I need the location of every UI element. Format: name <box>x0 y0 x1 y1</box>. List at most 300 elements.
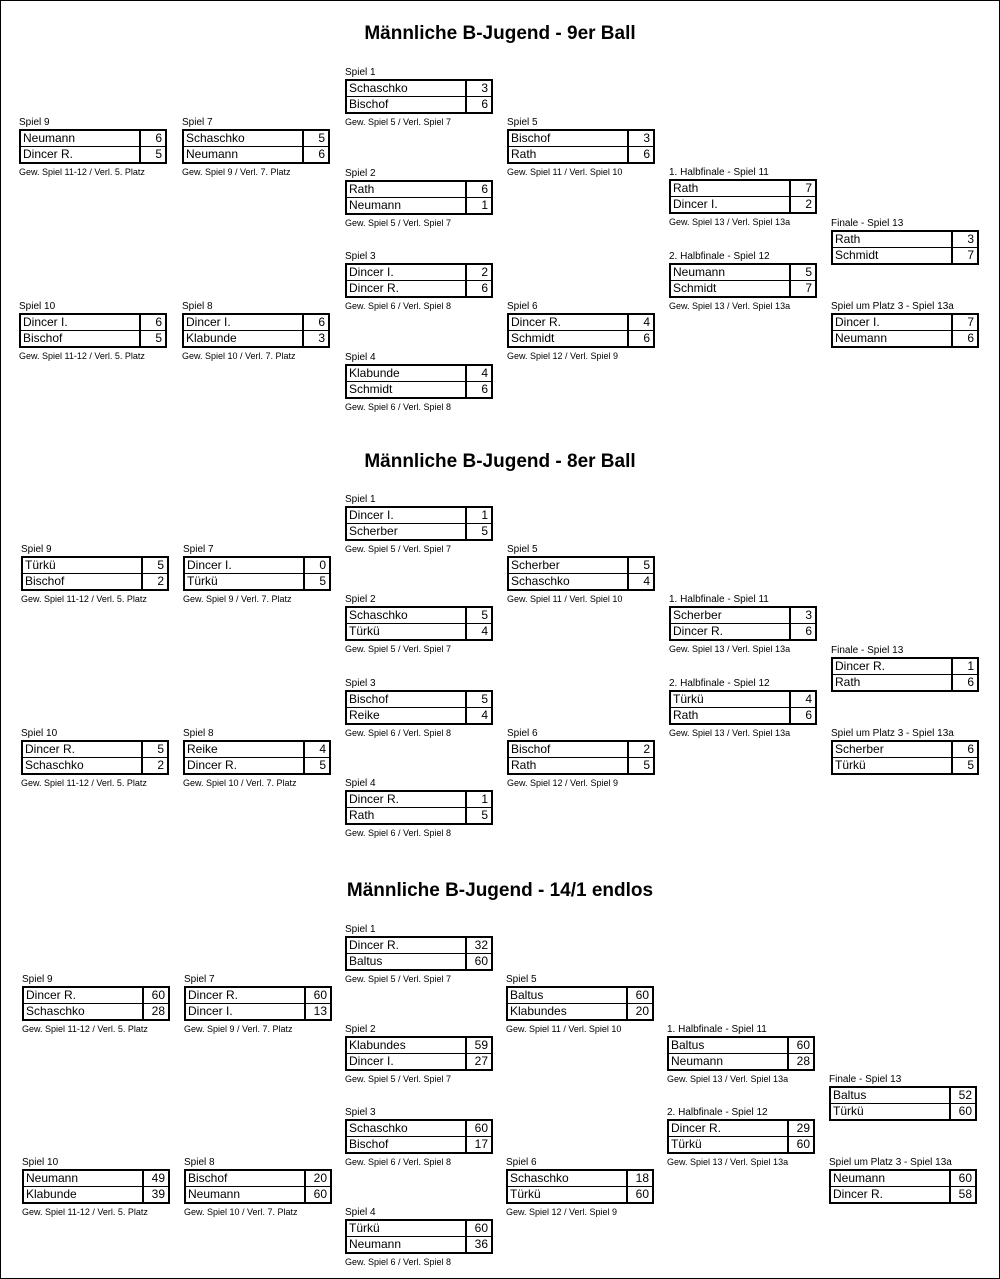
match-card <box>345 352 493 413</box>
player-name: Schmidt <box>835 248 879 262</box>
player-row <box>671 196 815 212</box>
match-label: Spiel 2 <box>345 1024 376 1035</box>
player-name: Rath <box>673 181 699 195</box>
player-name: Rath <box>673 708 699 722</box>
player-row <box>185 558 329 573</box>
player-score: 5 <box>465 808 491 823</box>
player-row <box>508 988 652 1003</box>
match-note: Gew. Spiel 12 / Verl. Spiel 9 <box>507 778 619 788</box>
player-score: 17 <box>465 1137 491 1152</box>
player-score: 60 <box>465 954 491 969</box>
player-row <box>347 807 491 823</box>
player-score: 3 <box>302 331 328 346</box>
match-label: Finale - Spiel 13 <box>829 1074 902 1085</box>
match-card <box>21 728 169 789</box>
player-name: Schmidt <box>349 382 393 396</box>
player-score: 28 <box>787 1054 813 1069</box>
player-name: Dincer I. <box>23 315 68 329</box>
match-note: Gew. Spiel 11 / Verl. Spiel 10 <box>507 167 623 177</box>
match-note: Gew. Spiel 6 / Verl. Spiel 8 <box>345 402 452 412</box>
player-name: Schaschko <box>510 1171 569 1185</box>
match-box <box>669 606 817 641</box>
player-score: 29 <box>787 1121 813 1136</box>
player-row <box>669 1038 813 1053</box>
match-box <box>19 129 167 164</box>
match-card <box>183 728 331 789</box>
match-box <box>507 313 655 348</box>
player-name: Neumann <box>26 1171 79 1185</box>
player-score: 7 <box>951 315 977 330</box>
match-label: Spiel 4 <box>345 352 376 363</box>
match-box <box>22 986 170 1021</box>
match-label: Spiel 4 <box>345 778 376 789</box>
match-box <box>345 936 493 971</box>
match-card <box>831 301 979 348</box>
player-row <box>508 1171 652 1186</box>
match-card <box>345 1207 493 1268</box>
match-box <box>21 740 169 775</box>
player-name: Bischof <box>349 97 389 111</box>
player-name: Türkü <box>673 692 704 706</box>
player-row <box>671 265 815 280</box>
player-score: 2 <box>141 574 167 589</box>
match-note: Gew. Spiel 13 / Verl. Spiel 13a <box>669 217 791 227</box>
match-label: Spiel 6 <box>507 301 538 312</box>
match-label: Spiel 5 <box>507 544 538 555</box>
player-name: Rath <box>511 758 537 772</box>
player-score: 60 <box>142 988 168 1003</box>
match-box <box>507 556 655 591</box>
match-box <box>345 1119 493 1154</box>
player-row <box>833 247 977 263</box>
player-score: 3 <box>465 81 491 96</box>
match-label: Spiel 10 <box>22 1157 59 1168</box>
match-box <box>345 1036 493 1071</box>
player-name: Bischof <box>349 1137 389 1151</box>
player-name: Dincer R. <box>349 938 400 952</box>
match-label: Finale - Spiel 13 <box>831 218 904 229</box>
player-name: Klabundes <box>510 1004 567 1018</box>
match-label: Spiel 9 <box>22 974 53 985</box>
match-label: Spiel 4 <box>345 1207 376 1218</box>
match-card <box>19 117 167 178</box>
match-box <box>21 556 169 591</box>
player-score: 7 <box>951 248 977 263</box>
match-box <box>345 606 493 641</box>
player-name: Schmidt <box>511 331 555 345</box>
player-row <box>186 1003 330 1019</box>
player-name: Dincer I. <box>188 1004 233 1018</box>
player-name: Baltus <box>833 1088 867 1102</box>
player-score: 6 <box>627 331 653 346</box>
player-row <box>509 742 653 757</box>
player-row <box>347 381 491 397</box>
player-score: 5 <box>627 758 653 773</box>
match-label: Spiel 8 <box>183 728 214 739</box>
player-score: 2 <box>141 758 167 773</box>
player-row <box>671 707 815 723</box>
match-box <box>507 129 655 164</box>
player-row <box>23 558 167 573</box>
player-row <box>831 1088 975 1103</box>
match-card <box>345 594 493 655</box>
match-label: Spiel 5 <box>506 974 537 985</box>
match-card <box>182 117 330 178</box>
player-name: Dincer I. <box>835 315 880 329</box>
match-box <box>829 1086 977 1121</box>
player-score: 5 <box>139 331 165 346</box>
match-card <box>184 1157 332 1218</box>
player-row <box>347 792 491 807</box>
player-name: Türkü <box>187 574 218 588</box>
match-card <box>345 1024 493 1085</box>
match-note: Gew. Spiel 13 / Verl. Spiel 13a <box>667 1074 789 1084</box>
match-label: Spiel 9 <box>21 544 52 555</box>
player-name: Schaschko <box>186 131 245 145</box>
player-row <box>347 608 491 623</box>
player-row <box>184 131 328 146</box>
player-name: Neumann <box>671 1054 724 1068</box>
match-label: Spiel um Platz 3 - Spiel 13a <box>829 1157 952 1168</box>
player-score: 5 <box>303 758 329 773</box>
match-label: 1. Halbfinale - Spiel 11 <box>669 167 769 178</box>
player-score: 6 <box>465 281 491 296</box>
match-card <box>345 251 493 312</box>
player-row <box>509 573 653 589</box>
player-score: 6 <box>951 331 977 346</box>
player-score: 60 <box>626 1187 652 1202</box>
match-note: Gew. Spiel 13 / Verl. Spiel 13a <box>669 728 791 738</box>
match-card <box>667 1024 815 1085</box>
match-note: Gew. Spiel 5 / Verl. Spiel 7 <box>345 1074 452 1084</box>
player-score: 5 <box>302 131 328 146</box>
player-score: 6 <box>139 315 165 330</box>
match-card <box>507 544 655 605</box>
player-name: Dincer R. <box>26 988 77 1002</box>
player-name: Dincer R. <box>187 758 238 772</box>
player-row <box>347 953 491 969</box>
player-score: 5 <box>951 758 977 773</box>
match-label: Spiel 7 <box>183 544 214 555</box>
player-name: Klabundes <box>349 1038 406 1052</box>
match-label: Spiel 1 <box>345 924 376 935</box>
player-score: 4 <box>465 366 491 381</box>
player-score: 1 <box>465 792 491 807</box>
player-row <box>347 1121 491 1136</box>
player-score: 60 <box>304 1187 330 1202</box>
player-score: 1 <box>465 198 491 213</box>
player-name: Türkü <box>510 1187 541 1201</box>
player-name: Klabunde <box>349 366 400 380</box>
player-row <box>833 330 977 346</box>
player-name: Schaschko <box>26 1004 85 1018</box>
player-score: 6 <box>627 147 653 162</box>
section-title: Männliche B-Jugend - 14/1 endlos <box>346 880 654 901</box>
match-label: Spiel 3 <box>345 678 376 689</box>
player-score: 3 <box>951 232 977 247</box>
player-score: 0 <box>303 558 329 573</box>
player-row <box>347 692 491 707</box>
player-score: 2 <box>789 197 815 212</box>
match-box <box>183 740 331 775</box>
player-name: Reike <box>349 708 380 722</box>
match-label: 2. Halbfinale - Spiel 12 <box>667 1107 768 1118</box>
match-label: 1. Halbfinale - Spiel 11 <box>669 594 769 605</box>
player-name: Schaschko <box>349 608 408 622</box>
player-score: 60 <box>465 1221 491 1236</box>
player-row <box>833 315 977 330</box>
player-row <box>669 1121 813 1136</box>
player-score: 7 <box>789 281 815 296</box>
player-score: 6 <box>789 624 815 639</box>
match-note: Gew. Spiel 12 / Verl. Spiel 9 <box>506 1207 618 1217</box>
player-name: Bischof <box>25 574 65 588</box>
player-name: Neumann <box>835 331 888 345</box>
match-label: Spiel 3 <box>345 1107 376 1118</box>
match-card <box>21 544 169 605</box>
player-name: Dincer R. <box>349 281 400 295</box>
match-box <box>184 986 332 1021</box>
match-box <box>831 230 979 265</box>
player-name: Bischof <box>511 742 551 756</box>
match-note: Gew. Spiel 10 / Verl. 7. Platz <box>182 351 296 361</box>
match-card <box>831 645 979 692</box>
match-box <box>831 657 979 692</box>
match-card <box>22 974 170 1035</box>
match-box <box>669 179 817 214</box>
player-row <box>21 315 165 330</box>
player-row <box>347 508 491 523</box>
player-score: 52 <box>949 1088 975 1103</box>
player-name: Baltus <box>349 954 383 968</box>
match-card <box>506 1157 654 1218</box>
match-card <box>19 301 167 362</box>
player-name: Klabunde <box>186 331 237 345</box>
player-score: 6 <box>465 182 491 197</box>
match-label: Spiel 10 <box>19 301 56 312</box>
match-card <box>669 678 817 739</box>
player-score: 5 <box>139 147 165 162</box>
player-name: Türkü <box>833 1104 864 1118</box>
match-card <box>345 678 493 739</box>
match-label: Spiel 3 <box>345 251 376 262</box>
player-row <box>184 146 328 162</box>
match-box <box>506 1169 654 1204</box>
player-row <box>347 81 491 96</box>
player-name: Bischof <box>349 692 389 706</box>
player-row <box>669 1136 813 1152</box>
match-card <box>182 301 330 362</box>
match-note: Gew. Spiel 12 / Verl. Spiel 9 <box>507 351 619 361</box>
match-card <box>669 251 817 312</box>
player-row <box>508 1186 652 1202</box>
player-row <box>671 623 815 639</box>
player-name: Neumann <box>833 1171 886 1185</box>
player-row <box>347 1221 491 1236</box>
player-name: Rath <box>349 182 375 196</box>
player-score: 5 <box>789 265 815 280</box>
player-name: Schaschko <box>349 1121 408 1135</box>
match-card <box>507 301 655 362</box>
player-row <box>185 742 329 757</box>
player-row <box>671 608 815 623</box>
match-card <box>507 728 655 789</box>
player-score: 4 <box>465 708 491 723</box>
match-card <box>345 924 493 985</box>
player-score: 1 <box>951 659 977 674</box>
match-card <box>183 544 331 605</box>
player-row <box>347 623 491 639</box>
player-name: Bischof <box>188 1171 228 1185</box>
player-name: Dincer R. <box>25 742 76 756</box>
player-score: 59 <box>465 1038 491 1053</box>
player-name: Dincer I. <box>349 508 394 522</box>
player-name: Dincer R. <box>511 315 562 329</box>
player-score: 20 <box>304 1171 330 1186</box>
player-row <box>509 330 653 346</box>
player-row <box>24 1171 168 1186</box>
match-box <box>669 263 817 298</box>
match-note: Gew. Spiel 6 / Verl. Spiel 8 <box>345 301 452 311</box>
player-row <box>347 197 491 213</box>
player-row <box>347 1053 491 1069</box>
player-score: 2 <box>465 265 491 280</box>
player-score: 4 <box>789 692 815 707</box>
match-note: Gew. Spiel 13 / Verl. Spiel 13a <box>669 644 791 654</box>
match-box <box>667 1036 815 1071</box>
player-name: Dincer R. <box>188 988 239 1002</box>
player-name: Reike <box>187 742 218 756</box>
player-row <box>509 757 653 773</box>
player-score: 60 <box>304 988 330 1003</box>
player-score: 2 <box>627 742 653 757</box>
player-name: Schmidt <box>673 281 717 295</box>
player-score: 5 <box>141 558 167 573</box>
player-score: 4 <box>303 742 329 757</box>
match-label: Spiel 9 <box>19 117 50 128</box>
player-row <box>185 757 329 773</box>
match-note: Gew. Spiel 11-12 / Verl. 5. Platz <box>22 1024 148 1034</box>
player-name: Neumann <box>186 147 239 161</box>
player-score: 49 <box>142 1171 168 1186</box>
match-box <box>831 313 979 348</box>
player-row <box>509 558 653 573</box>
player-row <box>831 1171 975 1186</box>
player-score: 6 <box>465 97 491 112</box>
player-score: 13 <box>304 1004 330 1019</box>
player-score: 6 <box>465 382 491 397</box>
player-score: 4 <box>627 574 653 589</box>
player-row <box>831 1103 975 1119</box>
player-score: 36 <box>465 1237 491 1252</box>
match-label: Spiel 1 <box>345 67 376 78</box>
match-note: Gew. Spiel 5 / Verl. Spiel 7 <box>345 644 452 654</box>
player-row <box>23 742 167 757</box>
player-row <box>23 757 167 773</box>
player-row <box>671 692 815 707</box>
match-note: Gew. Spiel 6 / Verl. Spiel 8 <box>345 728 452 738</box>
match-box <box>669 690 817 725</box>
player-score: 28 <box>142 1004 168 1019</box>
player-row <box>21 131 165 146</box>
player-row <box>508 1003 652 1019</box>
match-note: Gew. Spiel 6 / Verl. Spiel 8 <box>345 828 452 838</box>
match-label: Spiel um Platz 3 - Spiel 13a <box>831 728 954 739</box>
player-row <box>347 182 491 197</box>
player-score: 60 <box>787 1137 813 1152</box>
match-box <box>506 986 654 1021</box>
match-label: Spiel 6 <box>506 1157 537 1168</box>
player-name: Schaschko <box>25 758 84 772</box>
player-row <box>347 1038 491 1053</box>
match-card <box>345 67 493 128</box>
match-box <box>507 740 655 775</box>
player-name: Schaschko <box>349 81 408 95</box>
player-row <box>833 674 977 690</box>
match-label: Spiel 8 <box>184 1157 215 1168</box>
match-card <box>22 1157 170 1218</box>
match-label: Spiel 7 <box>184 974 215 985</box>
player-name: Dincer I. <box>186 315 231 329</box>
player-score: 6 <box>302 147 328 162</box>
player-score: 27 <box>465 1054 491 1069</box>
player-row <box>833 232 977 247</box>
player-score: 60 <box>949 1171 975 1186</box>
player-name: Neumann <box>673 265 726 279</box>
player-name: Scherber <box>349 524 398 538</box>
match-note: Gew. Spiel 6 / Verl. Spiel 8 <box>345 1157 452 1167</box>
match-note: Gew. Spiel 10 / Verl. 7. Platz <box>183 778 297 788</box>
player-row <box>347 265 491 280</box>
player-name: Rath <box>511 147 537 161</box>
match-box <box>345 506 493 541</box>
match-label: Spiel 8 <box>182 301 213 312</box>
match-note: Gew. Spiel 9 / Verl. 7. Platz <box>182 167 291 177</box>
player-row <box>831 1186 975 1202</box>
player-score: 6 <box>139 131 165 146</box>
player-score: 60 <box>465 1121 491 1136</box>
player-name: Türkü <box>835 758 866 772</box>
match-card <box>829 1157 977 1204</box>
player-score: 4 <box>627 315 653 330</box>
match-card <box>345 494 493 555</box>
match-note: Gew. Spiel 6 / Verl. Spiel 8 <box>345 1257 452 1267</box>
match-box <box>22 1169 170 1204</box>
player-score: 5 <box>465 524 491 539</box>
match-box <box>182 129 330 164</box>
player-name: Dincer R. <box>833 1187 884 1201</box>
player-row <box>509 315 653 330</box>
player-name: Türkü <box>349 624 380 638</box>
match-note: Gew. Spiel 11-12 / Verl. 5. Platz <box>21 778 147 788</box>
player-row <box>21 146 165 162</box>
player-name: Baltus <box>510 988 544 1002</box>
player-score: 5 <box>465 608 491 623</box>
match-card <box>667 1107 815 1168</box>
player-row <box>669 1053 813 1069</box>
player-name: Neumann <box>23 131 76 145</box>
player-row <box>509 131 653 146</box>
player-score: 5 <box>465 692 491 707</box>
section-title: Männliche B-Jugend - 9er Ball <box>364 23 636 44</box>
player-name: Dincer R. <box>673 624 724 638</box>
match-note: Gew. Spiel 10 / Verl. 7. Platz <box>184 1207 298 1217</box>
match-note: Gew. Spiel 5 / Verl. Spiel 7 <box>345 544 452 554</box>
match-note: Gew. Spiel 11 / Verl. Spiel 10 <box>506 1024 622 1034</box>
match-card <box>831 728 979 775</box>
player-row <box>185 573 329 589</box>
match-note: Gew. Spiel 5 / Verl. Spiel 7 <box>345 974 452 984</box>
